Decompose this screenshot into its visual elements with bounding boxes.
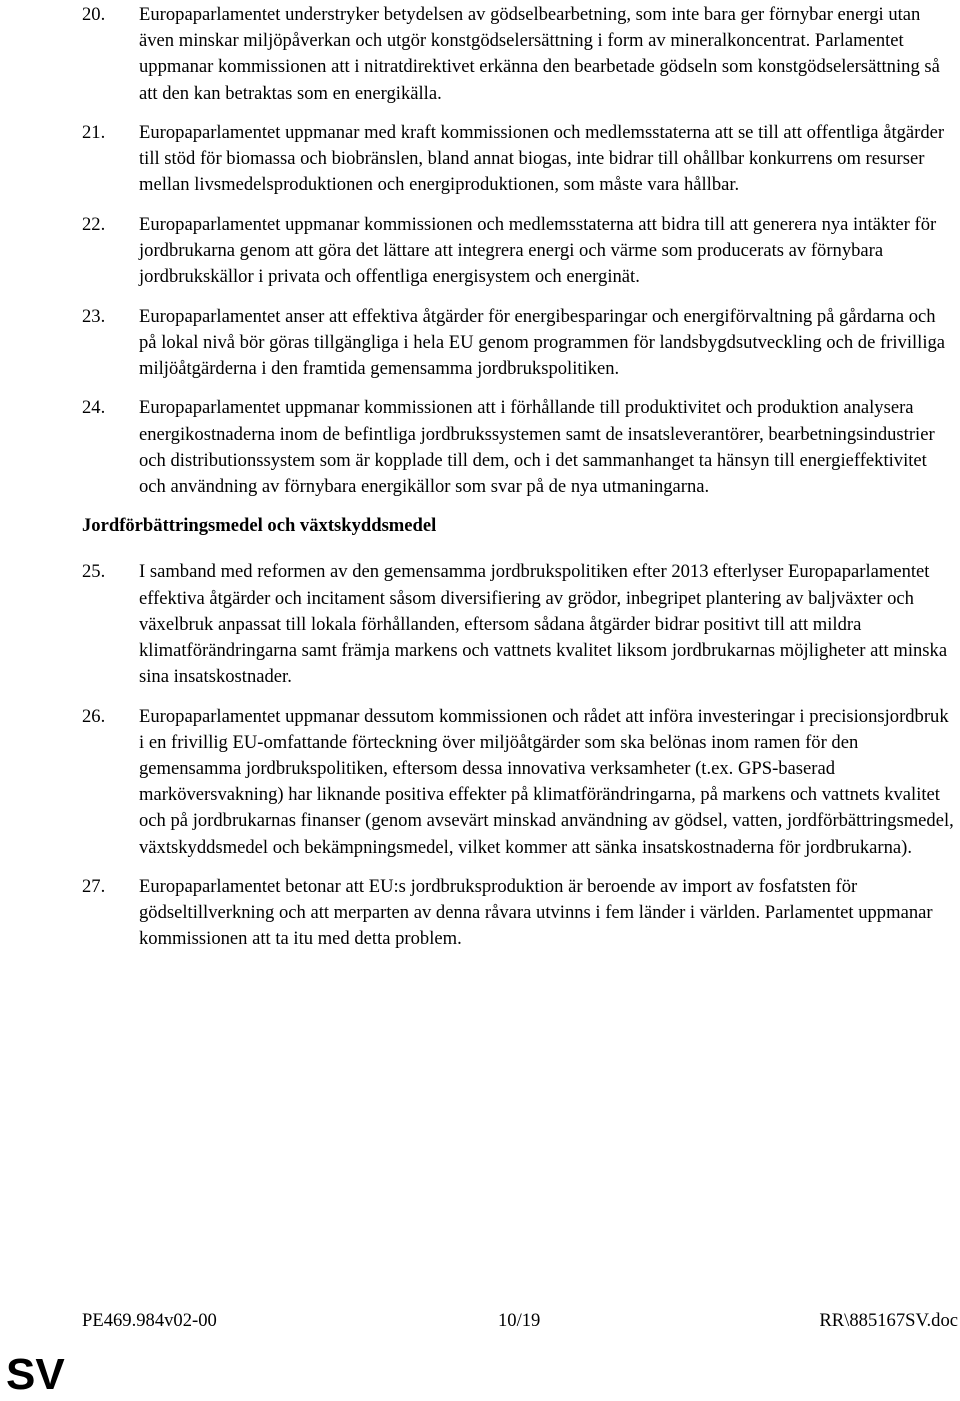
paragraph-text: Europaparlamentet understryker betydelsen av gödselbearbetning, som inte bara ger förnybar energi utan även minskar miljöpåverkan och utgör konstgödselersättning i form av mineralkoncentrat. Parlamentet uppmanar kommissionen att i nitratdirektivet erkänna den bearbetade gödseln som konstgödselersättning så att den kan betraktas som en energikälla. [139,4,940,104]
paragraph-text: Europaparlamentet uppmanar dessutom kommissionen och rådet att införa investeringar i precisionsjordbruk i en frivillig EU-omfattande förteckning över miljöåtgärder som ska belönas inom ramen för den gemensamma jordbrukspolitiken, eftersom dessa innovativa verksamheter (t.ex. GPS-baserad marköversvakning) har liknande positiva effekter på klimatförändringarna, på markens och vattnets kvalitet och på jordbrukarnas finanser (genom avsevärt minskad användning av gödsel, vatten, jordförbättringsmedel, växtskyddsmedel och bekämpningsmedel, vilket kommer att sänka insatskostnaderna för jordbrukarna). [139,705,954,858]
paragraph-number: 21. [82,122,106,143]
paragraph-number: 24. [82,397,106,419]
paragraph-27 [82,874,958,953]
paragraph-number: 23. [82,305,106,327]
footer-page-number: 10/19 [498,1310,541,1331]
paragraph-23 [82,304,958,383]
paragraph-text: Europaparlamentet uppmanar med kraft kommissionen och medlemsstaterna att se till att offentliga åtgärder till stöd för biomassa och biobränslen, bland annat biogas, inte bidrar till ohållbar konkurrens om resurser mellan livsmedelsproduktionen och energiproduktionen, som måste vara hållbar. [139,122,945,196]
paragraph-22 [82,212,958,291]
paragraph-21 [82,120,958,199]
paragraph-text: Europaparlamentet uppmanar kommissionen att i förhållande till produktivitet och produktion analysera energikostnaderna inom de befintliga jordbrukssystemen samt de insatsleverantörer, bearbetningsindustrier och distributionssystem som är kopplade till dem, och i det sammanhanget ta hänsyn till energieffektivitet och användning av förnybara energikällor som svar på de nya utmaningarna. [139,397,935,497]
footer-doc-ref: PE469.984v02-00 [82,1310,217,1331]
paragraph-20 [82,2,958,107]
paragraph-26 [82,704,958,861]
paragraph-24 [82,395,958,500]
paragraph-number: 22. [82,213,106,235]
paragraph-number: 27. [82,876,106,897]
paragraph-text: Europaparlamentet uppmanar kommissionen och medlemsstaterna att bidra till att generera nya intäkter för jordbrukarna genom att göra det lättare att integrera energi och värme som producerats av förnybara jordbrukskällor i privata och offentliga energisystem och energinät. [139,213,937,288]
language-code: SV [6,1350,65,1399]
section-heading: Jordförbättringsmedel och växtskyddsmedel [82,515,437,537]
paragraph-number: 20. [82,4,106,25]
document-body [82,2,958,966]
paragraph-25 [82,559,958,690]
paragraph-number: 26. [82,705,106,727]
paragraph-number: 25. [82,561,106,583]
paragraph-text: Europaparlamentet betonar att EU:s jordbruksproduktion är beroende av import av fosfatsten för gödseltillverkning och att merparten av denna råvara utvinns i fem länder i världen. Parlamentet uppmanar kommissionen att ta itu med detta problem. [139,876,933,950]
paragraph-text: Europaparlamentet anser att effektiva åtgärder för energibesparingar och energiförvaltning på gårdarna och på lokal nivå bör göras tillgängliga i hela EU genom programmen för landsbygdsutveckling och de frivilliga miljöåtgärderna i den framtida gemensamma jordbrukspolitiken. [139,305,946,379]
footer-file-ref: RR\885167SV.doc [819,1310,958,1331]
page-footer [82,1309,958,1333]
paragraph-text: I samband med reformen av den gemensamma jordbrukspolitiken efter 2013 efterlyser Europaparlamentet effektiva åtgärder och incitament såsom diversifiering av grödor, inbegripet plantering av baljväxter och växelbruk anpassat till lokala förhållanden, eftersom sådana åtgärder bidrar positivt till att mildra klimatförändringarna samt främja markens och vattnets kvalitet liksom jordbrukarnas möjligheter att minska sina insatskostnader. [139,561,948,688]
